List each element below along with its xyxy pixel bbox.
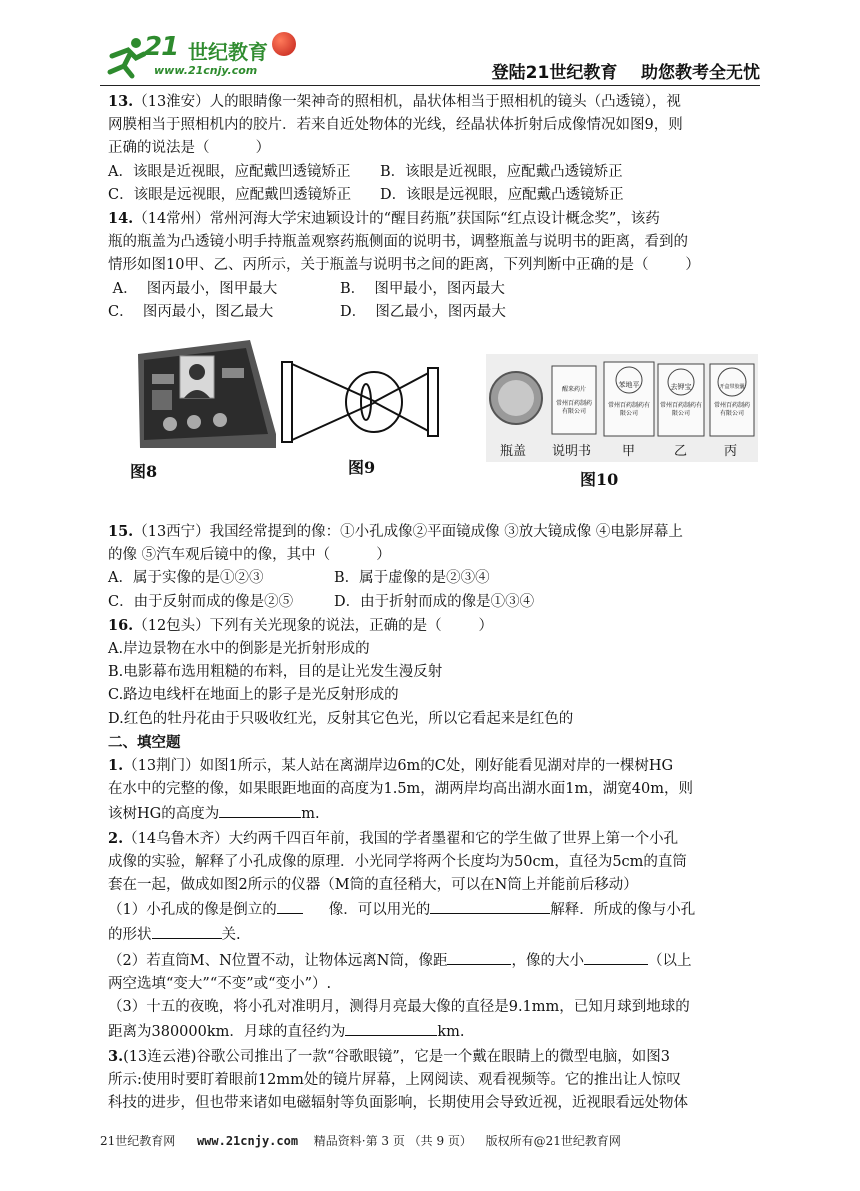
question-number: 15. — [108, 523, 134, 541]
question-text: 科技的进步，但也带来诸如电磁辐射等负面影响，长期使用会导致近视，近视眼看远处物体 — [108, 1094, 688, 1111]
fig10-card-text: 苯地平 — [618, 381, 640, 390]
option-b: B．属于虚像的是②③④ — [334, 570, 490, 587]
question-text: 网膜相当于照相机内的胶片．若来自近处物体的光线，经晶状体折射后成像情况如图9，则 — [108, 117, 683, 134]
answer-blank[interactable] — [430, 897, 550, 914]
fig10-card-text: 开盒带胶囊 — [719, 384, 745, 391]
figure-9-caption: 图9 — [348, 458, 376, 478]
logo-url: www.21cnjy.com — [154, 64, 258, 77]
question-text: （以上 — [647, 952, 692, 969]
footer-copyright: 版权所有@21世纪教育网 — [485, 1134, 621, 1148]
question-text: （1）小孔成的像是倒立的 — [108, 902, 277, 919]
fig10-card-text: 常州百药制药有限公司 — [555, 400, 592, 416]
fig10-card-text: 醒来药片 — [561, 386, 586, 394]
header-slogan: 登陆21世纪教育 助您教考全无忧 — [491, 63, 760, 83]
logo — [100, 28, 300, 84]
figure-8-face-recognition-device — [130, 334, 280, 452]
answer-blank[interactable] — [584, 948, 648, 965]
question-text: 套在一起，做成如图2所示的仪器（M筒的直径稍大，可以在N筒上并能前后移动） — [108, 877, 638, 894]
page-content — [108, 90, 758, 1115]
logo-number: 21 — [144, 32, 179, 62]
option-a: A．该眼是近视眼，应配戴凹透镜矫正 — [108, 163, 351, 180]
question-13 — [108, 90, 758, 207]
question-text: （13西宁）我国经常提到的像：①小孔成像②平面镜成像 ③放大镜成像 ④电影屏幕上 — [133, 524, 683, 541]
question-text: （13淮安）人的眼睛像一架神奇的照相机，晶状体相当于照相机的镜头（凸透镜），视 — [133, 94, 681, 110]
section-title: 二、填空题 — [108, 733, 181, 751]
fill-question-3 — [108, 1045, 758, 1116]
figure-9-eye-diagram — [278, 354, 442, 450]
question-text: ，像的大小 — [511, 952, 584, 969]
question-text: （3）十五的夜晚，将小孔对准明月，测得月亮最大像的直径是9.1mm，已知月球到地球的 — [108, 999, 690, 1016]
question-number: 3. — [108, 1047, 124, 1065]
fig10-label: 瓶盖 — [500, 444, 527, 460]
question-text: m. — [301, 806, 320, 823]
answer-blank[interactable] — [447, 948, 511, 965]
question-number: 13. — [108, 93, 134, 110]
question-number: 1. — [108, 757, 124, 775]
option-b: B．该眼是近视眼，应配戴凸透镜矫正 — [380, 163, 623, 180]
question-text: 瓶的瓶盖为凸透镜小明手持瓶盖观察药瓶侧面的说明书，调整瓶盖与说明书的距离，看到的 — [108, 234, 688, 251]
question-text: 成像的实验，解释了小孔成像的原理．小光同学将两个长度均为50cm，直径为5cm的直筒 — [108, 853, 687, 870]
question-text: 两空选填“变大”“不变”或“变小”）. — [108, 975, 332, 992]
option-c: C．该眼是远视眼，应配戴凹透镜矫正 — [108, 186, 352, 203]
fig10-card-text: 常州百药制药有限公司 — [713, 402, 750, 418]
answer-blank[interactable] — [152, 922, 222, 939]
fig10-label: 甲 — [622, 444, 636, 460]
question-text: (13连云港)谷歌公司推出了一款“谷歌眼镜”，它是一个戴在眼睛上的微型电脑，如图3 — [123, 1048, 670, 1065]
logo-text: 世纪教育 — [188, 40, 268, 64]
option-c: C．由于反射而成的像是②⑤ — [108, 593, 294, 610]
question-text: （2）若直筒M、N位置不动，让物体远离N筒，像距 — [108, 952, 448, 969]
question-number: 14. — [108, 210, 134, 228]
question-text: 的形状 — [108, 927, 152, 944]
fill-question-2 — [108, 827, 758, 1045]
question-text: 正确的说法是（ ） — [108, 140, 271, 157]
figures-row — [108, 324, 758, 520]
question-text: 的像 ⑤汽车观后镜中的像，其中（ ） — [108, 547, 391, 564]
option-c: C.路边电线杆在地面上的影子是光反射形成的 — [108, 687, 399, 704]
question-number: 2. — [108, 829, 124, 847]
option-c: C． 图丙最小，图乙最大 — [108, 303, 274, 320]
footer-page: 精品资料·第 3 页 （共 9 页） — [313, 1134, 472, 1148]
figure-8-caption: 图8 — [130, 462, 158, 482]
fig10-label: 乙 — [674, 444, 688, 460]
fig10-label: 丙 — [724, 444, 738, 460]
question-number: 16. — [108, 616, 134, 634]
option-d: D．该眼是远视眼，应配戴凸透镜矫正 — [380, 186, 624, 203]
option-d: D． 图乙最小，图丙最大 — [340, 303, 506, 320]
page-footer — [100, 1132, 760, 1149]
question-text: 解释．所成的像与小孔 — [550, 902, 696, 919]
question-text: 所示:使用时要盯着眼前12mm处的镜片屏幕，上网阅读、观看视频等。它的推出让人惊叹 — [108, 1071, 681, 1088]
question-text: 像．可以用光的 — [328, 902, 431, 919]
fig10-card-text: 去钾宝 — [670, 383, 692, 392]
question-text: 关. — [221, 927, 241, 944]
question-text: （12包头）下列有关光现象的说法，正确的是（ ） — [133, 617, 494, 634]
runner-icon — [102, 36, 150, 80]
page-header — [100, 28, 760, 86]
question-text: 情形如图10甲、乙、丙所示，关于瓶盖与说明书之间的距离，下列判断中正确的是（ ） — [108, 257, 700, 274]
fig10-card-text: 常州百药制药有限公司 — [660, 402, 703, 418]
option-a: A．属于实像的是①②③ — [108, 570, 264, 587]
option-a: A． 图丙最小，图甲最大 — [108, 280, 278, 297]
question-text: （14乌鲁木齐）大约两千四百年前，我国的学者墨翟和它的学生做了世界上第一个小孔 — [123, 830, 679, 847]
option-a: A.岸边景物在水中的倒影是光折射形成的 — [108, 641, 370, 658]
figure-10-bottle-cap-photo — [486, 354, 758, 462]
option-d: D．由于折射而成的像是①③④ — [334, 593, 535, 610]
question-14 — [108, 207, 758, 324]
fig10-card-text: 常州百药制药有限公司 — [607, 402, 650, 418]
question-text: （13荆门）如图1所示，某人站在离湖岸边6m的C处，刚好能看见湖对岸的一棵树HG — [123, 758, 674, 775]
footer-site: 21世纪教育网 — [100, 1134, 176, 1148]
figure-10-caption: 图10 — [580, 470, 619, 490]
answer-blank[interactable] — [219, 801, 301, 818]
footer-url[interactable]: www.21cnjy.com — [196, 1134, 299, 1148]
question-text: 距离为380000km．月球的直径约为 — [108, 1024, 346, 1041]
answer-blank[interactable] — [345, 1019, 437, 1036]
question-text: 在水中的完整的像，如果眼距地面的高度为1.5m，湖两岸均高出湖水面1m，湖宽40m，则 — [108, 781, 693, 798]
option-b: B.电影幕布选用粗糙的布料，目的是让光发生漫反射 — [108, 664, 443, 681]
fill-question-1 — [108, 754, 758, 827]
fig10-label: 说明书 — [552, 444, 592, 460]
option-d: D.红色的牡丹花由于只吸收红光，反射其它色光，所以它看起来是红色的 — [108, 710, 574, 727]
answer-blank[interactable] — [277, 897, 303, 914]
option-b: B． 图甲最小，图丙最大 — [340, 280, 505, 297]
question-text: （14常州）常州河海大学宋迪颖设计的“醒目药瓶”获国际“红点设计概念奖”，该药 — [133, 211, 660, 228]
apple-icon — [272, 32, 296, 56]
question-text: 该树HG的高度为 — [108, 806, 220, 823]
header-divider — [100, 85, 760, 86]
question-16 — [108, 614, 758, 731]
question-text: km. — [437, 1024, 465, 1041]
question-15 — [108, 520, 758, 614]
